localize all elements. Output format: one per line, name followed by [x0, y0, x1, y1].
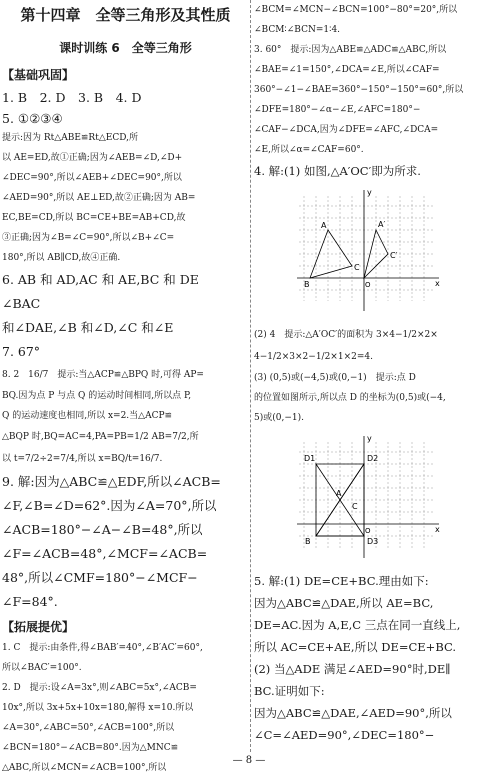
answer-6-line2: 和∠DAE,∠B 和∠D,∠C 和∠E	[2, 320, 174, 335]
coordinate-graph-1	[294, 186, 444, 316]
answer-5-right	[254, 570, 498, 746]
lesson-title: 课时训练 6 全等三角形	[59, 41, 192, 55]
hint-line: ∠CAF−∠DCA,因为∠DFE=∠AFC,∠DCA=	[254, 125, 439, 135]
page-number: — 8 —	[232, 755, 266, 766]
column-divider	[250, 0, 251, 752]
answer-line: 因为△ABC≌△DAE,∠AED=90°,所以	[254, 706, 452, 720]
point-label: B	[305, 537, 311, 546]
extend-2-line5: △ABC,所以∠MCN=∠ACB=100°,所以	[2, 763, 167, 773]
hint-line: Q 的运动速度也相同,所以 x=2.当△ACP≌	[2, 411, 173, 421]
x-axis-label: x	[435, 279, 440, 288]
chapter-title: 第十四章 全等三角形及其性质	[20, 6, 231, 24]
answer-4-3-line3: 5)或(0,−1).	[254, 413, 304, 423]
point-label: A	[321, 221, 327, 230]
answer-5-head: 5. ①②③④	[2, 111, 63, 126]
point-label: B	[304, 280, 310, 289]
answer-8	[2, 364, 249, 470]
extend-2-line3: ∠A=30°,∠ABC=50°,∠ACB=100°,所以	[2, 723, 175, 733]
answer-line: ∠C=∠AED=90°,∠DEC=180°−	[254, 728, 435, 742]
point-label: C′	[390, 251, 398, 260]
answer-6-line1: 6. AB 和 AD,AC 和 AE,BC 和 DE ∠BAC	[2, 272, 212, 311]
left-column	[0, 0, 249, 773]
point-label: C	[354, 263, 360, 272]
hint-line: 360°−∠1−∠BAE=360°−150°−150°=60°,所以	[254, 85, 464, 95]
answer-line: ∠F=∠ACB=48°,∠MCF=∠ACB=	[2, 546, 208, 561]
hint-line: △BQP 时,BQ=AC=4,PA=PB=1/2 AB=7/2,所	[2, 432, 199, 442]
y-axis-label: y	[367, 434, 372, 443]
answer-line: ∠ACB=180°−∠A−∠B=48°,所以	[2, 522, 203, 537]
y-axis-label: y	[367, 188, 372, 197]
hint-line: ∠DFE=180°−∠α−∠E,∠AFC=180°−	[254, 105, 421, 115]
point-label: C	[352, 502, 358, 511]
extend-1-line2: 所以∠BAC′=100°.	[2, 663, 82, 673]
extend-1-line1: 1. C 提示:由条件,得∠BAB′=40°,∠B′AC′=60°,	[2, 643, 203, 653]
section-extend: 【拓展提优】	[2, 620, 75, 634]
answer-line: 9. 解:因为△ABC≌△EDF,所以∠ACB=	[2, 474, 221, 489]
answer-4-2-line2: 4−1/2×3×2−1/2×1×2=4.	[254, 352, 373, 362]
right-column	[254, 0, 498, 750]
answer-4-head: 4. 解:(1) 如图,△A′OC′即为所求.	[254, 164, 421, 178]
answer-5-hint	[2, 128, 249, 268]
coordinate-graph-2	[294, 432, 444, 562]
answer-line: 所以 AC=CE+AE,所以 DE=CE+BC.	[254, 640, 457, 654]
origin-label: O	[365, 281, 371, 289]
origin-label: O	[365, 527, 371, 535]
point-label: A′	[378, 220, 386, 229]
answer-line: 48°,所以∠CMF=180°−∠MCF−	[2, 570, 198, 585]
hint-line: EC,BE=CD,所以 BC=CE+BE=AB+CD,故	[2, 213, 186, 223]
x-axis-label: x	[435, 525, 440, 534]
extend-2-line4: ∠BCN=180°−∠ACB=80°.因为△MNC≌	[2, 743, 179, 753]
hint-line: ∠E,所以∠α=∠CAF=60°.	[254, 145, 364, 155]
hint-line: 提示:因为 Rt△ABE≌Rt△ECD,所	[2, 133, 138, 143]
continued-line2: ∠BCM∶∠BCN=1∶4.	[254, 25, 341, 35]
continued-line1: ∠BCM=∠MCN−∠BCN=100°−80°=20°,所以	[254, 5, 458, 15]
answer-3	[254, 40, 498, 160]
hint-line: BQ.因为点 P 与点 Q 的运动时间相同,所以点 P,	[2, 391, 192, 401]
answer-line: 因为△ABC≌△DAE,所以 AE=BC,	[254, 596, 434, 610]
hint-line: ∠DEC=90°,所以∠AEB+∠DEC=90°,所以	[2, 173, 182, 183]
answer-9	[2, 470, 249, 614]
answer-4-3-line2: 的位置如图所示,所以点 D 的坐标为(0,5)或(−4,	[254, 393, 446, 403]
answer-4-3-line1: (3) (0,5)或(−4,5)或(0,−1) 提示:点 D	[254, 373, 416, 383]
answer-line: ∠F=84°.	[2, 594, 58, 609]
hint-line: ∠AED=90°,所以 AE⊥ED,故②正确;因为 AB=	[2, 193, 196, 203]
answer-line: DE=AC.因为 A,E,C 三点在同一直线上,	[254, 618, 461, 632]
answer-1-4: 1. B 2. D 3. B 4. D	[2, 90, 142, 105]
answer-line: ∠F,∠B=∠D=62°.因为∠A=70°,所以	[2, 498, 217, 513]
hint-line: 180°,所以 AB∥CD,故④正确.	[2, 253, 121, 263]
extend-2-line1: 2. D 提示:设∠A=3x°,则∠ABC=5x°,∠ACB=	[2, 683, 197, 693]
point-label: D2	[367, 454, 379, 463]
answer-line: BC.证明如下:	[254, 684, 325, 698]
section-basic: 【基础巩固】	[2, 68, 75, 82]
point-label: D1	[304, 454, 316, 463]
hint-line: 以 t=7/2÷2=7/4,所以 x=BQ/t=16/7.	[2, 454, 163, 464]
hint-line: 8. 2 16/7 提示:当△ACP≌△BPQ 时,可得 AP=	[2, 370, 204, 380]
extend-2-line2: 10x°,所以 3x+5x+10x=180,解得 x=10.所以	[2, 703, 194, 713]
point-label: D3	[367, 537, 379, 546]
hint-line: 3. 60° 提示:因为△ABE≌△ADC≌△ABC,所以	[254, 45, 447, 55]
point-label: A	[336, 489, 342, 498]
answer-4-2-line1: (2) 4 提示:△A′OC′的面积为 3×4−1/2×2×	[254, 330, 438, 340]
hint-line: ∠BAE=∠1=150°,∠DCA=∠E,所以∠CAF=	[254, 65, 440, 75]
answer-line: 5. 解:(1) DE=CE+BC.理由如下:	[254, 574, 429, 588]
hint-line: 以 AE=ED,故①正确;因为∠AEB=∠D,∠D+	[2, 153, 183, 163]
hint-line: ③正确;因为∠B=∠C=90°,所以∠B+∠C=	[2, 233, 175, 243]
answer-line: (2) 当△ADE 满足∠AED=90°时,DE∥	[254, 662, 451, 676]
answer-7: 7. 67°	[2, 344, 41, 359]
